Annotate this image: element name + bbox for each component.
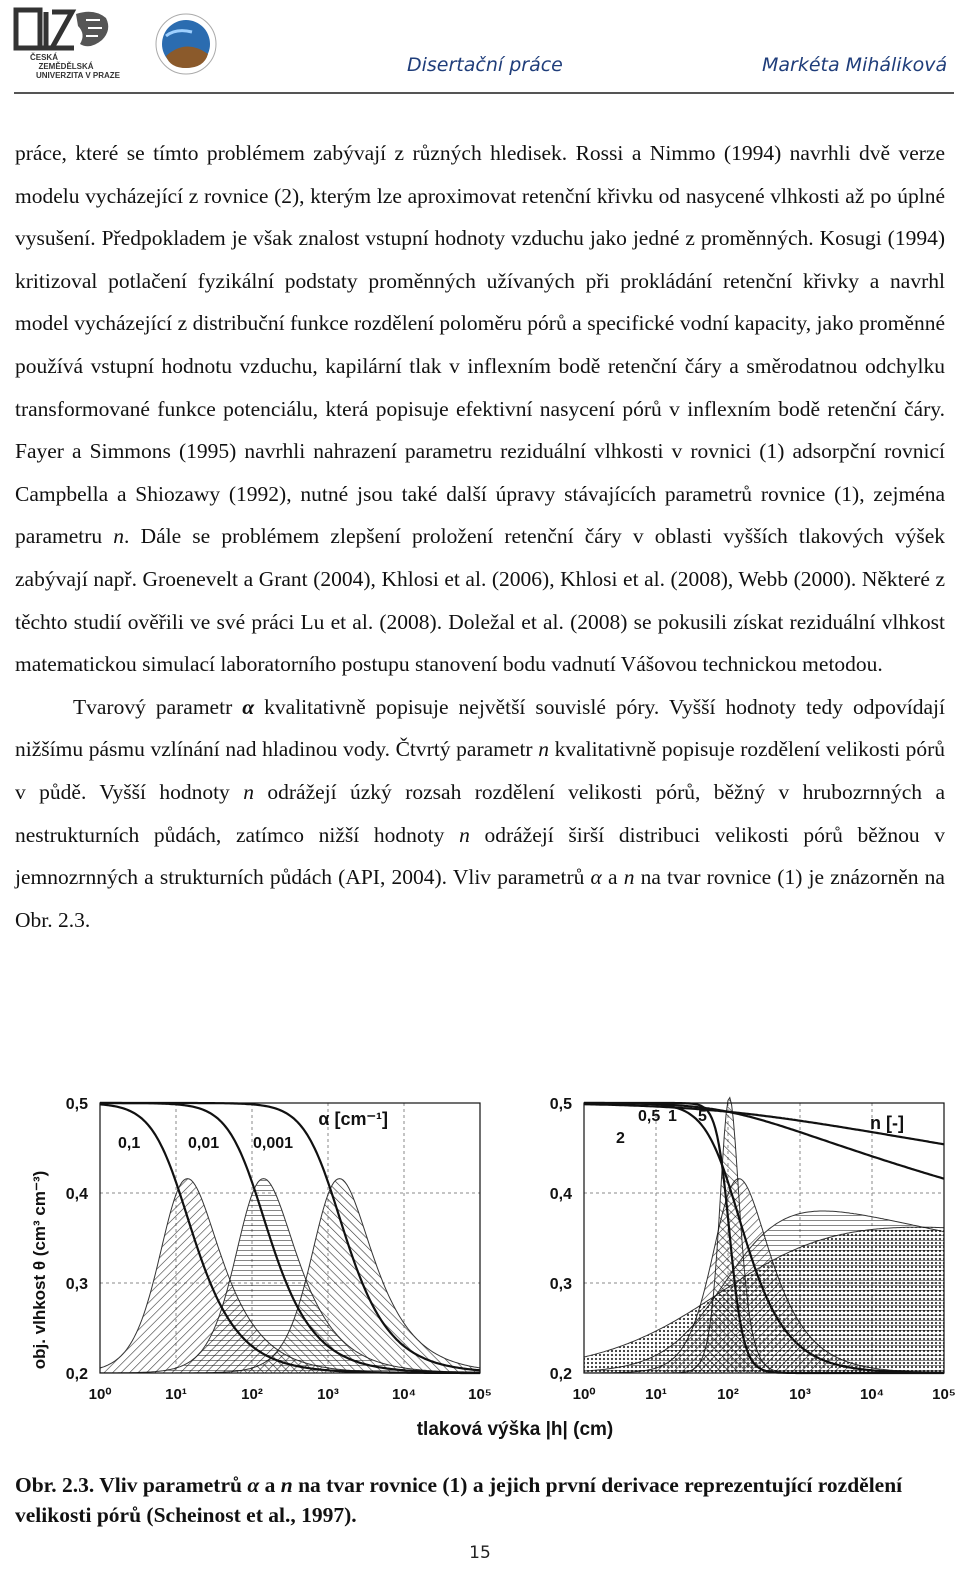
paragraph-2-text-4: odrážejí úzký rozsah rozdělení velikosti pórů, běžný v hrubozrnných a nestrukturních půdách, zatímco nižší hodnoty <box>15 779 945 847</box>
y-tick-label: 0,4 <box>65 1186 88 1203</box>
x-axis-label: tlaková výška |h| (cm) <box>416 1419 614 1440</box>
paragraph-1 <box>15 132 945 686</box>
caption-suffix: na tvar rovnice (1) a jejich první derivace reprezentující rozdělení velikosti pórů (Scheinost et al., 1997). <box>15 1473 903 1527</box>
paragraph-2-text-7: na tvar rovnice (1) je znázorněn na Obr. 2.3. <box>15 865 945 932</box>
paragraph-1-text-a: práce, které se tímto problémem zabývají z různých hledisek. Rossi a Nimmo (1994) navrhli dvě verze modelu vycházející z rovnice (2), kterým lze aproximovat retenční křivku od nasycené vlhkosti až po úplné vysušení. Předpokladem je však znalost vstupní hodnoty vzduchu jako jedné z proměnných. Kosugi (1994) kritizoval potlačení fyzikální podstaty proměnných užívaných při prokládání retenční křivky a navrhl model vycházející z distribuční funkce rozdělení poloměru pórů a specifické vodní kapacity, jako proměnné používá vstupní hodnotu vzduchu, kapilární tlak v inflexním bodě retenční čáry a směrodatnou odchylku transformované funkce potenciálu, která popisuje efektivní nasycení pórů v inflexním bodě retenční čáry. Fayer a Simmons (1995) navrhli nahrazení parametru reziduální vlhkosti v rovnici (1) adsorpční rovnicí Campbella a Shiozawy (1992), nutné jsou také další úpravy stávajících parametrů rovnice (1), zejména parametru <box>15 141 945 549</box>
y-tick-label: 0,5 <box>549 1096 572 1113</box>
paragraph-1-text-b: . Dále se problémem zlepšení proložení retenční čáry v oblasti vyšších tlakových výšek zabývají např. Groenevelt a Grant (2004), Khlosi et al. (2006), Khlosi et al. (2008), Webb (2000). Některé z těchto studií ověřili ve své práci Lu et al. (2008). Doležal et al. (2008) se pokusili získat reziduální vlhkost matematickou simulací laboratorního postupu stanovení bodu vadnutí Vášovou technickou metodou. <box>15 524 945 677</box>
x-tick-label: 10⁰ <box>88 1386 112 1403</box>
param-n: n <box>243 779 254 804</box>
x-tick-label: 10⁴ <box>859 1386 885 1403</box>
x-tick-label: 10² <box>241 1386 263 1403</box>
paragraph-2 <box>15 686 945 942</box>
logo-line-1: ČESKÁ <box>29 53 59 62</box>
x-tick-label: 10⁵ <box>932 1386 956 1403</box>
czu-logo-icon <box>16 10 108 48</box>
figure-2-3 <box>18 1085 956 1450</box>
curve-label: 0,5 <box>638 1108 661 1125</box>
chart-panel-alpha <box>66 1096 492 1403</box>
body-text <box>15 132 945 941</box>
curve-label: 5 <box>698 1108 707 1125</box>
curve-label: 0,001 <box>253 1135 294 1152</box>
caption-n: n <box>280 1473 293 1497</box>
curve-label: 0,01 <box>188 1135 220 1152</box>
logo-line-2: ZEMĚDĚLSKÁ <box>38 62 94 71</box>
curve-label: 1 <box>668 1108 677 1125</box>
x-tick-label: 10⁰ <box>572 1386 596 1403</box>
page-number: 15 <box>469 1543 491 1563</box>
x-tick-label: 10¹ <box>165 1386 187 1403</box>
curve-label: 0,1 <box>118 1135 141 1152</box>
param-alpha: α <box>590 865 602 890</box>
caption-mid: a <box>259 1473 281 1497</box>
y-tick-label: 0,3 <box>65 1276 88 1293</box>
page-header <box>0 0 960 96</box>
paragraph-2-text-5: odrážejí širší distribuci velikosti pórů běžnou v jemnozrnných a strukturních půdách (API, 2004). Vliv parametrů <box>15 822 945 890</box>
param-n: n <box>538 737 549 762</box>
x-tick-label: 10¹ <box>645 1386 667 1403</box>
y-tick-label: 0,4 <box>549 1186 572 1203</box>
parameter-label: α [cm⁻¹] <box>318 1109 388 1129</box>
x-tick-label: 10⁵ <box>468 1386 492 1403</box>
x-tick-label: 10³ <box>317 1386 339 1403</box>
caption-alpha: α <box>247 1473 260 1497</box>
paragraph-2-text-3: kvalitativně popisuje rozdělení velikosti pórů v půdě. Vyšší hodnoty <box>15 737 945 804</box>
paragraph-2-text-2: kvalitativně popisuje největší souvislé póry. Vyšší hodnoty tedy odpovídají nižšímu pásmu vzlínání nad hladinou vody. Čtvrtý parametr <box>15 694 945 762</box>
x-tick-label: 10⁴ <box>391 1386 417 1403</box>
logos <box>16 8 216 84</box>
param-n: n <box>113 524 125 549</box>
x-tick-label: 10² <box>717 1386 739 1403</box>
param-alpha: α <box>242 694 255 719</box>
header-title: Disertační práce <box>407 54 563 76</box>
chart-panel-n <box>550 1096 956 1403</box>
globe-seal-icon <box>156 14 216 74</box>
x-tick-label: 10³ <box>789 1386 811 1403</box>
param-n: n <box>623 865 635 890</box>
logo-line-3: UNIVERZITA V PRAZE <box>35 71 121 80</box>
param-n: n <box>459 822 470 847</box>
y-tick-label: 0,3 <box>549 1276 572 1293</box>
header-divider <box>14 92 954 94</box>
curve-label: 2 <box>616 1130 625 1147</box>
y-tick-label: 0,2 <box>549 1366 572 1383</box>
y-tick-label: 0,5 <box>65 1096 88 1113</box>
paragraph-2-text-1: Tvarový parametr <box>73 694 243 719</box>
parameter-label: n [-] <box>870 1113 904 1133</box>
caption-prefix: Obr. 2.3. Vliv parametrů <box>15 1473 248 1497</box>
y-tick-label: 0,2 <box>65 1366 88 1383</box>
figure-caption <box>15 1470 945 1530</box>
paragraph-2-text-6: a <box>601 865 624 890</box>
y-axis-label: obj. vlhkost θ (cm³ cm⁻³) <box>30 1170 49 1370</box>
header-author: Markéta Miháliková <box>762 54 948 76</box>
